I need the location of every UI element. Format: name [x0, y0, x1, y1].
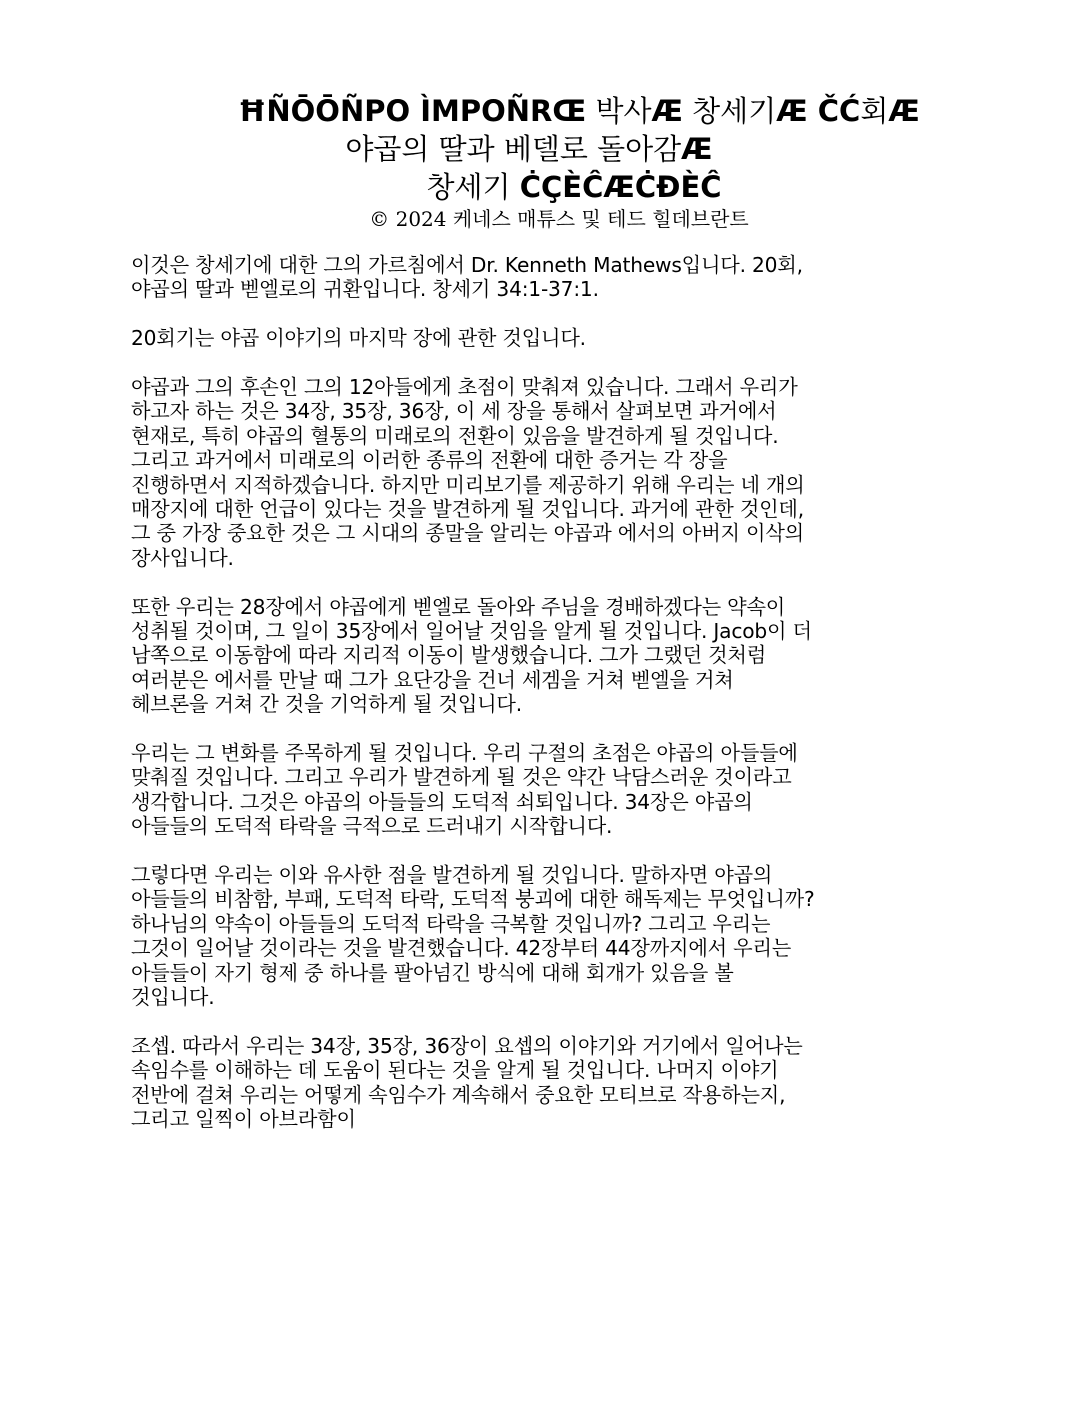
text-line: 그것이 일어날 것이라는 것을 발견했습니다. 42장부터 44장까지에서 우리는	[131, 936, 792, 961]
text-line: 또한 우리는 28장에서 야곱에게 벧엘로 돌아와 주님을 경배하겠다는 약속이	[131, 594, 786, 619]
title-garbled-text: Æ ČĆ	[776, 94, 861, 128]
paragraph	[131, 375, 931, 570]
text-line: 전반에 걸쳐 우리는 어떻게 속임수가 계속해서 중요한 모티브로 작용하는지,	[131, 1082, 786, 1107]
title-garbled-text: ĦÑŌŌÑPO ÌMPOÑRŒ	[238, 94, 587, 128]
text-line: 맞춰질 것입니다. 그리고 우리가 발견하게 될 것은 약간 낙담스러운 것이라고	[131, 765, 792, 790]
text-line: 하나님의 약속이 아들들의 도덕적 타락을 극복할 것입니까? 그리고 우리는	[131, 911, 771, 936]
text-line: 생각합니다. 그것은 야곱의 아들들의 도덕적 쇠퇴입니다. 34장은 야곱의	[131, 789, 753, 814]
text-line: 것입니다.	[131, 985, 215, 1010]
text-line: 이것은 창세기에 대한 그의 가르침에서 Dr. Kenneth Mathews입니다. 20회,	[131, 253, 803, 277]
title-korean-text: 박사	[586, 94, 652, 128]
text-line: 진행하면서 지적하겠습니다. 하지만 미리보기를 제공하기 위해 우리는 네 개의	[131, 472, 805, 497]
title-line-2	[0, 130, 1088, 168]
text-line: 하고자 하는 것은 34장, 35장, 36장, 이 세 장을 통해서 살펴보면 과거에서	[131, 399, 777, 424]
body-text	[131, 253, 931, 1156]
paragraph	[131, 741, 931, 839]
paragraph	[131, 863, 931, 1009]
text-line: 장사입니다.	[131, 545, 234, 570]
paragraph	[131, 595, 931, 717]
text-line: 남쪽으로 이동함에 따라 지리적 이동이 발생했습니다. 그가 그랬던 것처럼	[131, 643, 766, 668]
text-line: 성취될 것이며, 그 일이 35장에서 일어날 것임을 알게 될 것입니다. Jacob이 더	[131, 619, 812, 644]
text-line: 속임수를 이해하는 데 도움이 된다는 것을 알게 될 것입니다. 나머지 이야기	[131, 1058, 779, 1083]
text-line: 그 중 가장 중요한 것은 그 시대의 종말을 알리는 야곱과 에서의 아버지 이삭의	[131, 521, 804, 546]
text-line: 그렇다면 우리는 이와 유사한 점을 발견하게 될 것입니다. 말하자면 야곱의	[131, 863, 773, 888]
title-line-1	[0, 92, 1088, 130]
paragraph	[131, 1034, 931, 1132]
title-korean-text: 창세기	[682, 94, 777, 128]
title-garbled-text: Æ	[651, 94, 683, 128]
copyright-line: © 2024 케네스 매튜스 및 테드 힐데브란트	[369, 207, 749, 231]
text-line: 그리고 일찍이 아브라함이	[131, 1107, 356, 1132]
text-line: 매장지에 대한 언급이 있다는 것을 발견하게 될 것입니다. 과거에 관한 것인데,	[131, 497, 804, 522]
text-line: 그리고 과거에서 미래로의 이러한 종류의 전환에 대한 증거는 각 장을	[131, 448, 728, 473]
title-korean-text: 야곱의 딸과 베델로 돌아감	[345, 132, 682, 166]
text-line: 20회기는 야곱 이야기의 마지막 장에 관한 것입니다.	[131, 326, 586, 351]
text-line: 현재로, 특히 야곱의 혈통의 미래로의 전환이 있음을 발견하게 될 것입니다.	[131, 423, 779, 448]
text-line: 아들들이 자기 형제 중 하나를 팔아넘긴 방식에 대해 회개가 있음을 볼	[131, 960, 734, 985]
text-line: 헤브론을 거쳐 간 것을 기억하게 될 것입니다.	[131, 692, 522, 717]
text-line: 아들들의 비참함, 부패, 도덕적 타락, 도덕적 붕괴에 대한 해독제는 무엇입니까?	[131, 887, 815, 912]
text-line: 여러분은 에서를 만날 때 그가 요단강을 건너 세겜을 거쳐 벧엘을 거쳐	[131, 667, 734, 692]
title-garbled-text: Æ	[681, 132, 713, 166]
text-line: 아들들의 도덕적 타락을 극적으로 드러내기 시작합니다.	[131, 814, 613, 839]
text-line: 야곱의 딸과 벧엘로의 귀환입니다. 창세기 34:1-37:1.	[131, 277, 599, 302]
paragraph	[131, 326, 931, 350]
title-korean-text: 회	[860, 94, 889, 128]
text-line: 우리는 그 변화를 주목하게 될 것입니다. 우리 구절의 초점은 야곱의 아들들에	[131, 741, 798, 766]
paragraph	[131, 253, 931, 302]
text-line: 조셉. 따라서 우리는 34장, 35장, 36장이 요셉의 이야기와 거기에서 일어나는	[131, 1033, 803, 1058]
text-line: 야곱과 그의 후손인 그의 12아들에게 초점이 맞춰져 있습니다. 그래서 우리가	[131, 375, 798, 399]
title-garbled-text: ĊÇÈĈÆĊĐÈĈ	[519, 170, 722, 204]
title-korean-text: 창세기	[426, 170, 520, 204]
title-garbled-text: Æ	[888, 94, 920, 128]
title-block	[0, 92, 1088, 232]
title-line-3	[0, 168, 1088, 206]
